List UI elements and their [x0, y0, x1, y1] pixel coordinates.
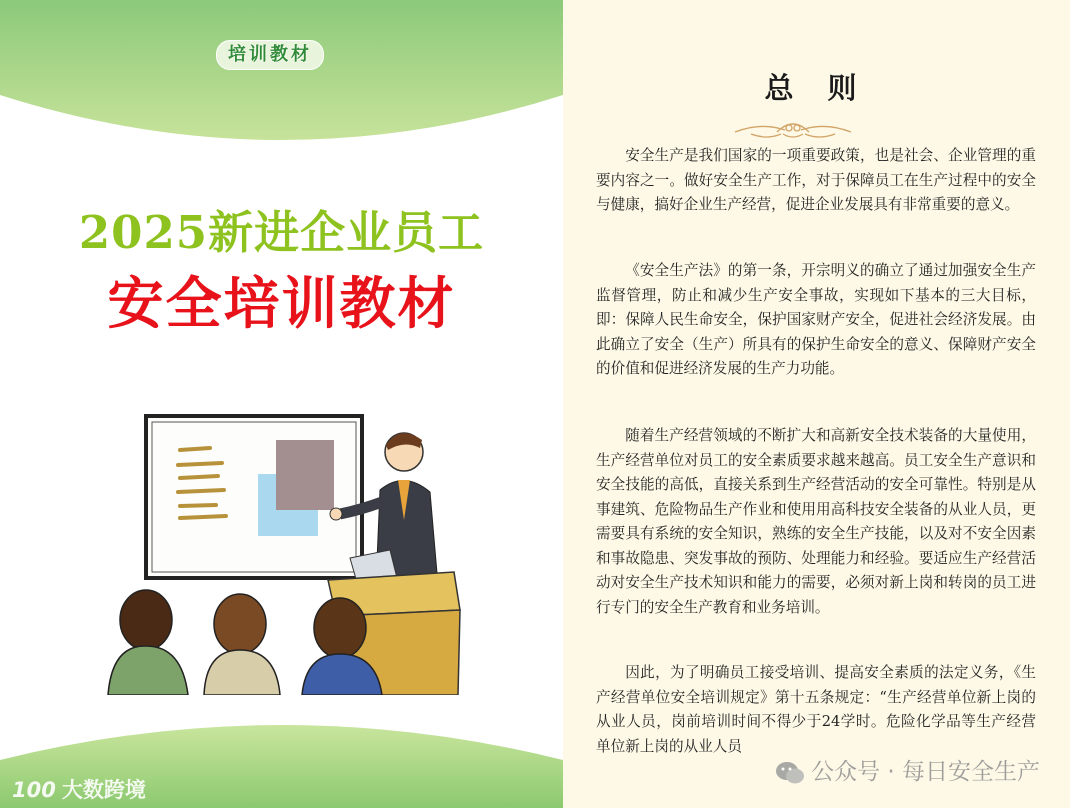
watermark-dashukuajing	[12, 774, 146, 804]
watermark-text: 大数跨境	[61, 778, 146, 802]
cover-title-year: 2025新进企业员工	[78, 206, 485, 259]
cover-badge: 培训教材	[216, 40, 324, 70]
training-illustration	[100, 410, 470, 695]
watermark-wechat-text: 公众号 · 每日安全生产	[811, 759, 1040, 785]
watermark-wechat	[775, 753, 1040, 786]
paragraph-3: 随着生产经营领域的不断扩大和高新安全技术装备的大量使用，生产经营单位对员工的安全素质要求越来越高。员工安全生产意识和安全技能的高低，直接关系到生产经营活动的安全可靠性。特别是从事建筑、危险物品生产作业和使用用高科技安全装备的从业人员，更需要具有系统的安全知识，熟练的安全生产技能，以及对不安全因素和事故隐患、突发事故的预防、处理能力和经验。要适应生产经营活动对安全生产技术知识和能力的需要，必须对新上岗和转岗的员工进行专门的安全生产教育和业务培训。	[596, 427, 1036, 616]
ornament-flourish-icon	[731, 118, 855, 142]
general-provisions-page	[563, 0, 1070, 808]
section-title: 总 则	[764, 71, 869, 105]
paragraph-1: 安全生产是我们国家的一项重要政策，也是社会、企业管理的重要内容之一。做好安全生产工作，对于保障员工在生产过程中的安全与健康，搞好企业生产经营，促进企业发展具有非常重要的意义。	[596, 147, 1036, 213]
paragraph-2: 《安全生产法》的第一条，开宗明义的确立了通过加强安全生产监督管理，防止和减少生产安全事故，实现如下基本的三大目标，即：保障人民生命安全，保护国家财产安全，促进社会经济发展。由此确立了安全（生产）所具有的保护生命安全的意义、保障财产安全的价值和促进经济发展的生产力功能。	[596, 262, 1036, 377]
dashukuajing-logo: 100	[12, 778, 56, 802]
cover-title-main: 安全培训教材	[107, 272, 456, 337]
wechat-icon	[775, 760, 805, 786]
paragraph-4: 因此，为了明确员工接受培训、提高安全素质的法定义务，《生产经营单位安全培训规定》第十五条规定：“生产经营单位新上岗的从业人员，岗前培训时间不得少于24学时。危险化学品等生产经营单位新上岗的从业人员	[596, 664, 1036, 755]
